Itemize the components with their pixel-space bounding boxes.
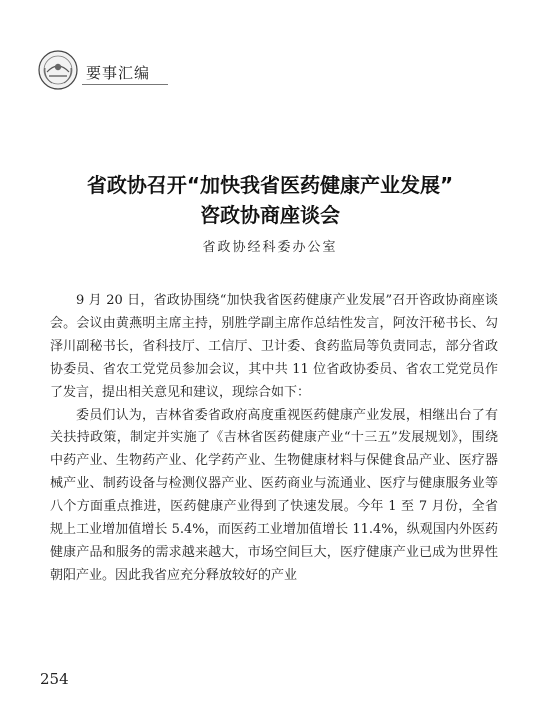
section-label: 要事汇编 [86, 64, 151, 82]
body-paragraph-1: 9 月 20 日，省政协围绕“加快我省医药健康产业发展”召开咨政协商座谈会。会议由黄燕明主席主持，别胜学副主席作总结性发言，阿汝汗秘书长、勾泽川副秘书长，省科技厅、工信厅、卫计委、食药监局等负责同志，部分省政协委员、省农工党党员参加会议，其中共 11 位省政协委员、省农工党党员作了发言，提出相关意见和建议，现综合如下： [50, 293, 498, 400]
article-title-line-2: 咨政协商座谈会 [200, 203, 340, 227]
cppcc-emblem-icon [38, 50, 78, 90]
header-rule [82, 84, 168, 85]
article-title-block [40, 170, 500, 255]
article-byline: 省政协经科委办公室 [202, 240, 338, 255]
article-title-line-1: 省政协召开“加快我省医药健康产业发展” [86, 173, 454, 197]
running-header [38, 50, 168, 96]
article-body [50, 290, 498, 588]
page-number: 254 [40, 670, 69, 688]
body-paragraph-2: 委员们认为，吉林省委省政府高度重视医药健康产业发展，相继出台了有关扶持政策，制定并实施了《吉林省医药健康产业“十三五”发展规划》，围绕中药产业、生物药产业、化学药产业、生物健康材料与保健食品产业、医疗器械产业、制药设备与检测仪器产业、医药商业与流通业、医疗与健康服务业等八个方面重点推进，医药健康产业得到了快速发展。今年 1 至 7 月份，全省规上工业增加值增长 5.4%，而医药工业增加值增长 11.4%，纵观国内外医药健康产品和服务的需求越来越大，市场空间巨大，医疗健康产业已成为世界性朝阳产业。因此我省应充分释放较好的产业 [50, 407, 498, 583]
